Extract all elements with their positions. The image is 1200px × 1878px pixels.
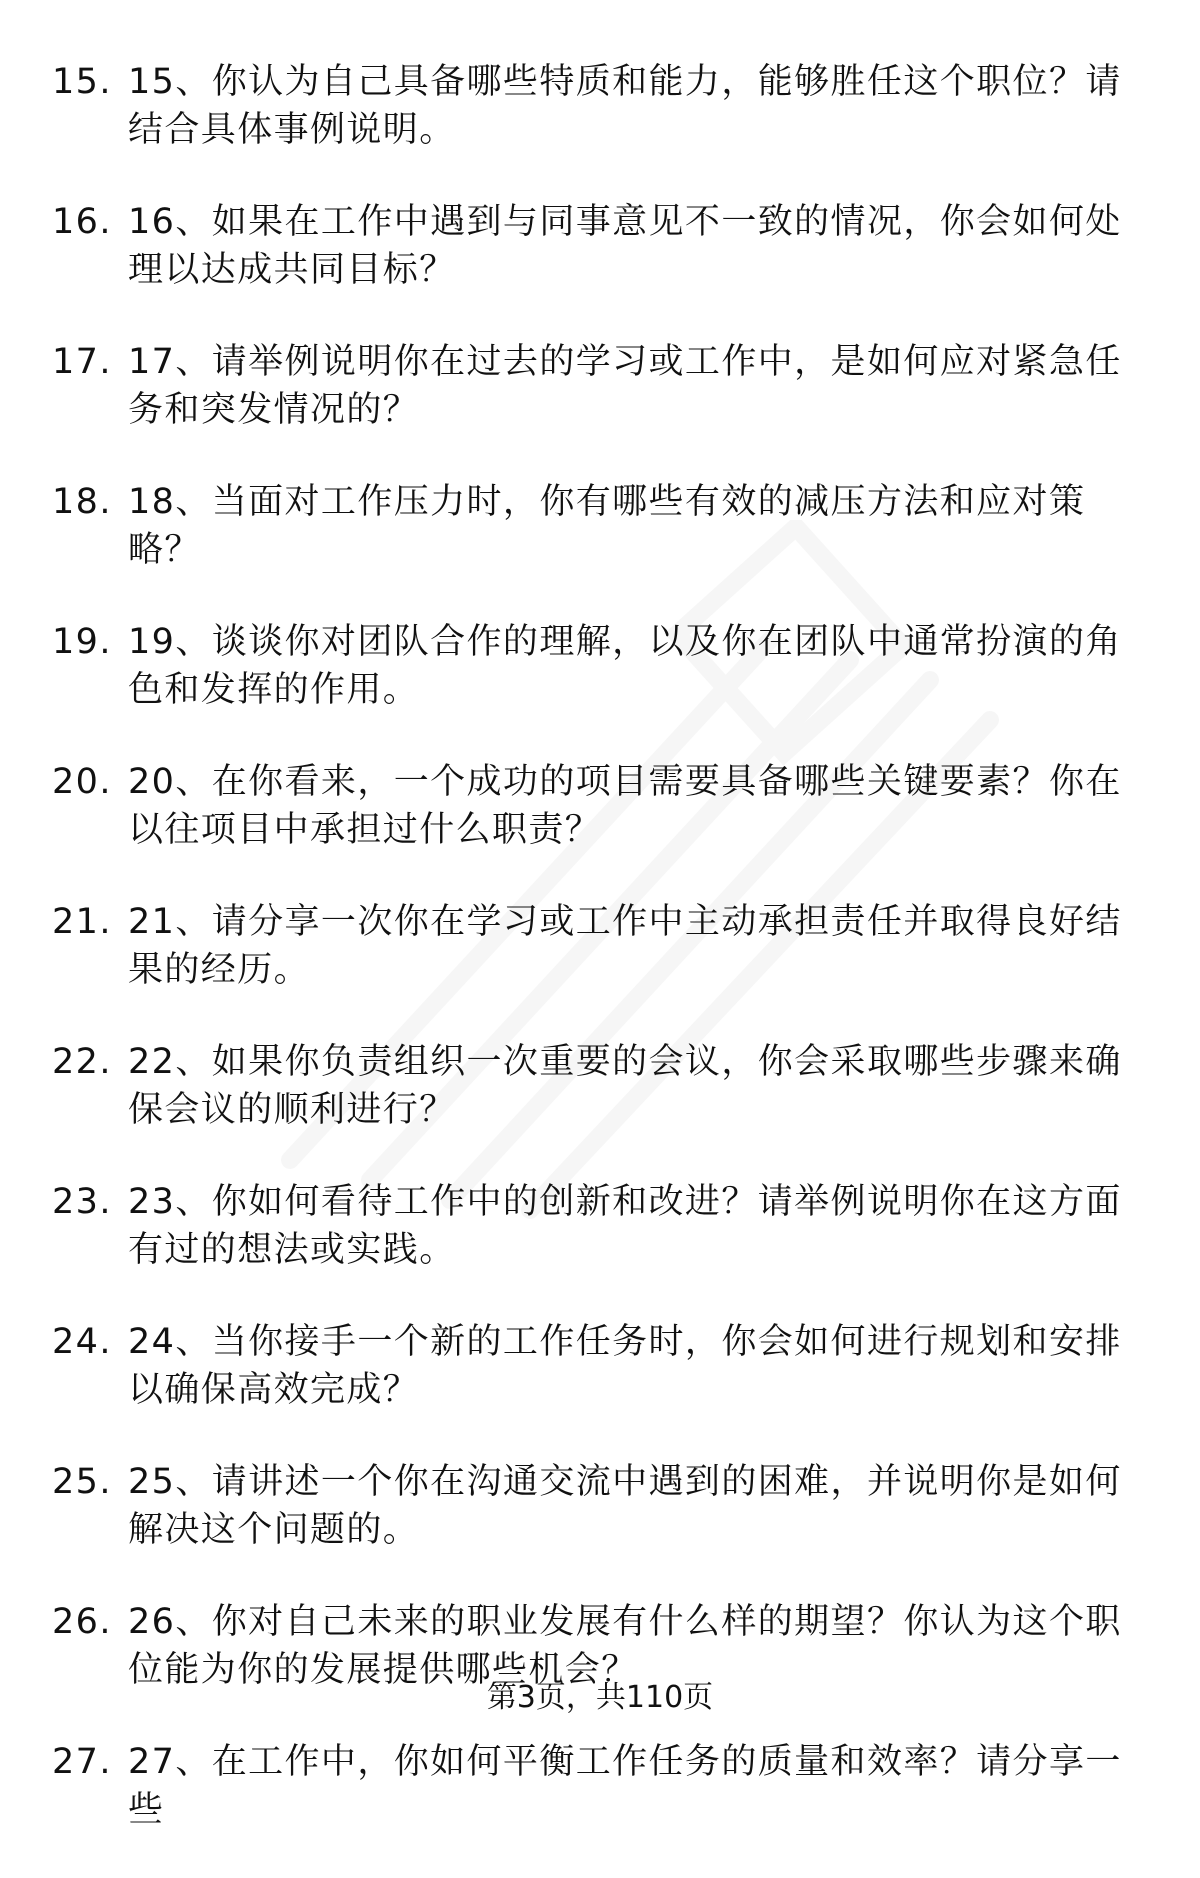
question-number: 16. [52, 202, 112, 242]
question-number: 23. [52, 1182, 112, 1222]
question-text: 16、如果在工作中遇到与同事意见不一致的情况，你会如何处理以达成共同目标？ [128, 202, 1122, 290]
question-text: 18、当面对工作压力时，你有哪些有效的减压方法和应对策略？ [128, 482, 1086, 570]
question-number: 27. [52, 1742, 112, 1782]
question-item [52, 1318, 1152, 1414]
question-number: 22. [52, 1042, 112, 1082]
question-item [52, 338, 1152, 434]
question-text: 15、你认为自己具备哪些特质和能力，能够胜任这个职位？请结合具体事例说明。 [128, 62, 1122, 150]
question-text: 20、在你看来，一个成功的项目需要具备哪些关键要素？你在以往项目中承担过什么职责？ [128, 762, 1122, 850]
question-number: 18. [52, 482, 112, 522]
question-text: 27、在工作中，你如何平衡工作任务的质量和效率？请分享一些 [128, 1742, 1122, 1830]
question-item [52, 1738, 1152, 1834]
question-text: 21、请分享一次你在学习或工作中主动承担责任并取得良好结果的经历。 [128, 902, 1122, 990]
question-item [52, 1458, 1152, 1554]
question-item [52, 58, 1152, 154]
question-item [52, 898, 1152, 994]
page-number-footer: 第3页，共110页 [486, 1680, 714, 1715]
question-list [52, 58, 1152, 1878]
question-text: 23、你如何看待工作中的创新和改进？请举例说明你在这方面有过的想法或实践。 [128, 1182, 1122, 1270]
question-item [52, 478, 1152, 574]
question-number: 17. [52, 342, 112, 382]
question-number: 20. [52, 762, 112, 802]
question-text: 24、当你接手一个新的工作任务时，你会如何进行规划和安排以确保高效完成？ [128, 1322, 1122, 1410]
question-item [52, 1178, 1152, 1274]
question-item [52, 1038, 1152, 1134]
question-text: 19、谈谈你对团队合作的理解，以及你在团队中通常扮演的角色和发挥的作用。 [128, 622, 1122, 710]
question-text: 26、你对自己未来的职业发展有什么样的期望？你认为这个职位能为你的发展提供哪些机会？ [128, 1602, 1122, 1690]
question-text: 17、请举例说明你在过去的学习或工作中，是如何应对紧急任务和突发情况的？ [128, 342, 1122, 430]
question-number: 24. [52, 1322, 112, 1362]
question-text: 25、请讲述一个你在沟通交流中遇到的困难，并说明你是如何解决这个问题的。 [128, 1462, 1122, 1550]
question-text: 22、如果你负责组织一次重要的会议，你会采取哪些步骤来确保会议的顺利进行？ [128, 1042, 1122, 1130]
question-number: 15. [52, 62, 112, 102]
question-number: 19. [52, 622, 112, 662]
question-item [52, 198, 1152, 294]
question-item [52, 758, 1152, 854]
question-number: 25. [52, 1462, 112, 1502]
question-number: 26. [52, 1602, 112, 1642]
question-item [52, 618, 1152, 714]
question-number: 21. [52, 902, 112, 942]
